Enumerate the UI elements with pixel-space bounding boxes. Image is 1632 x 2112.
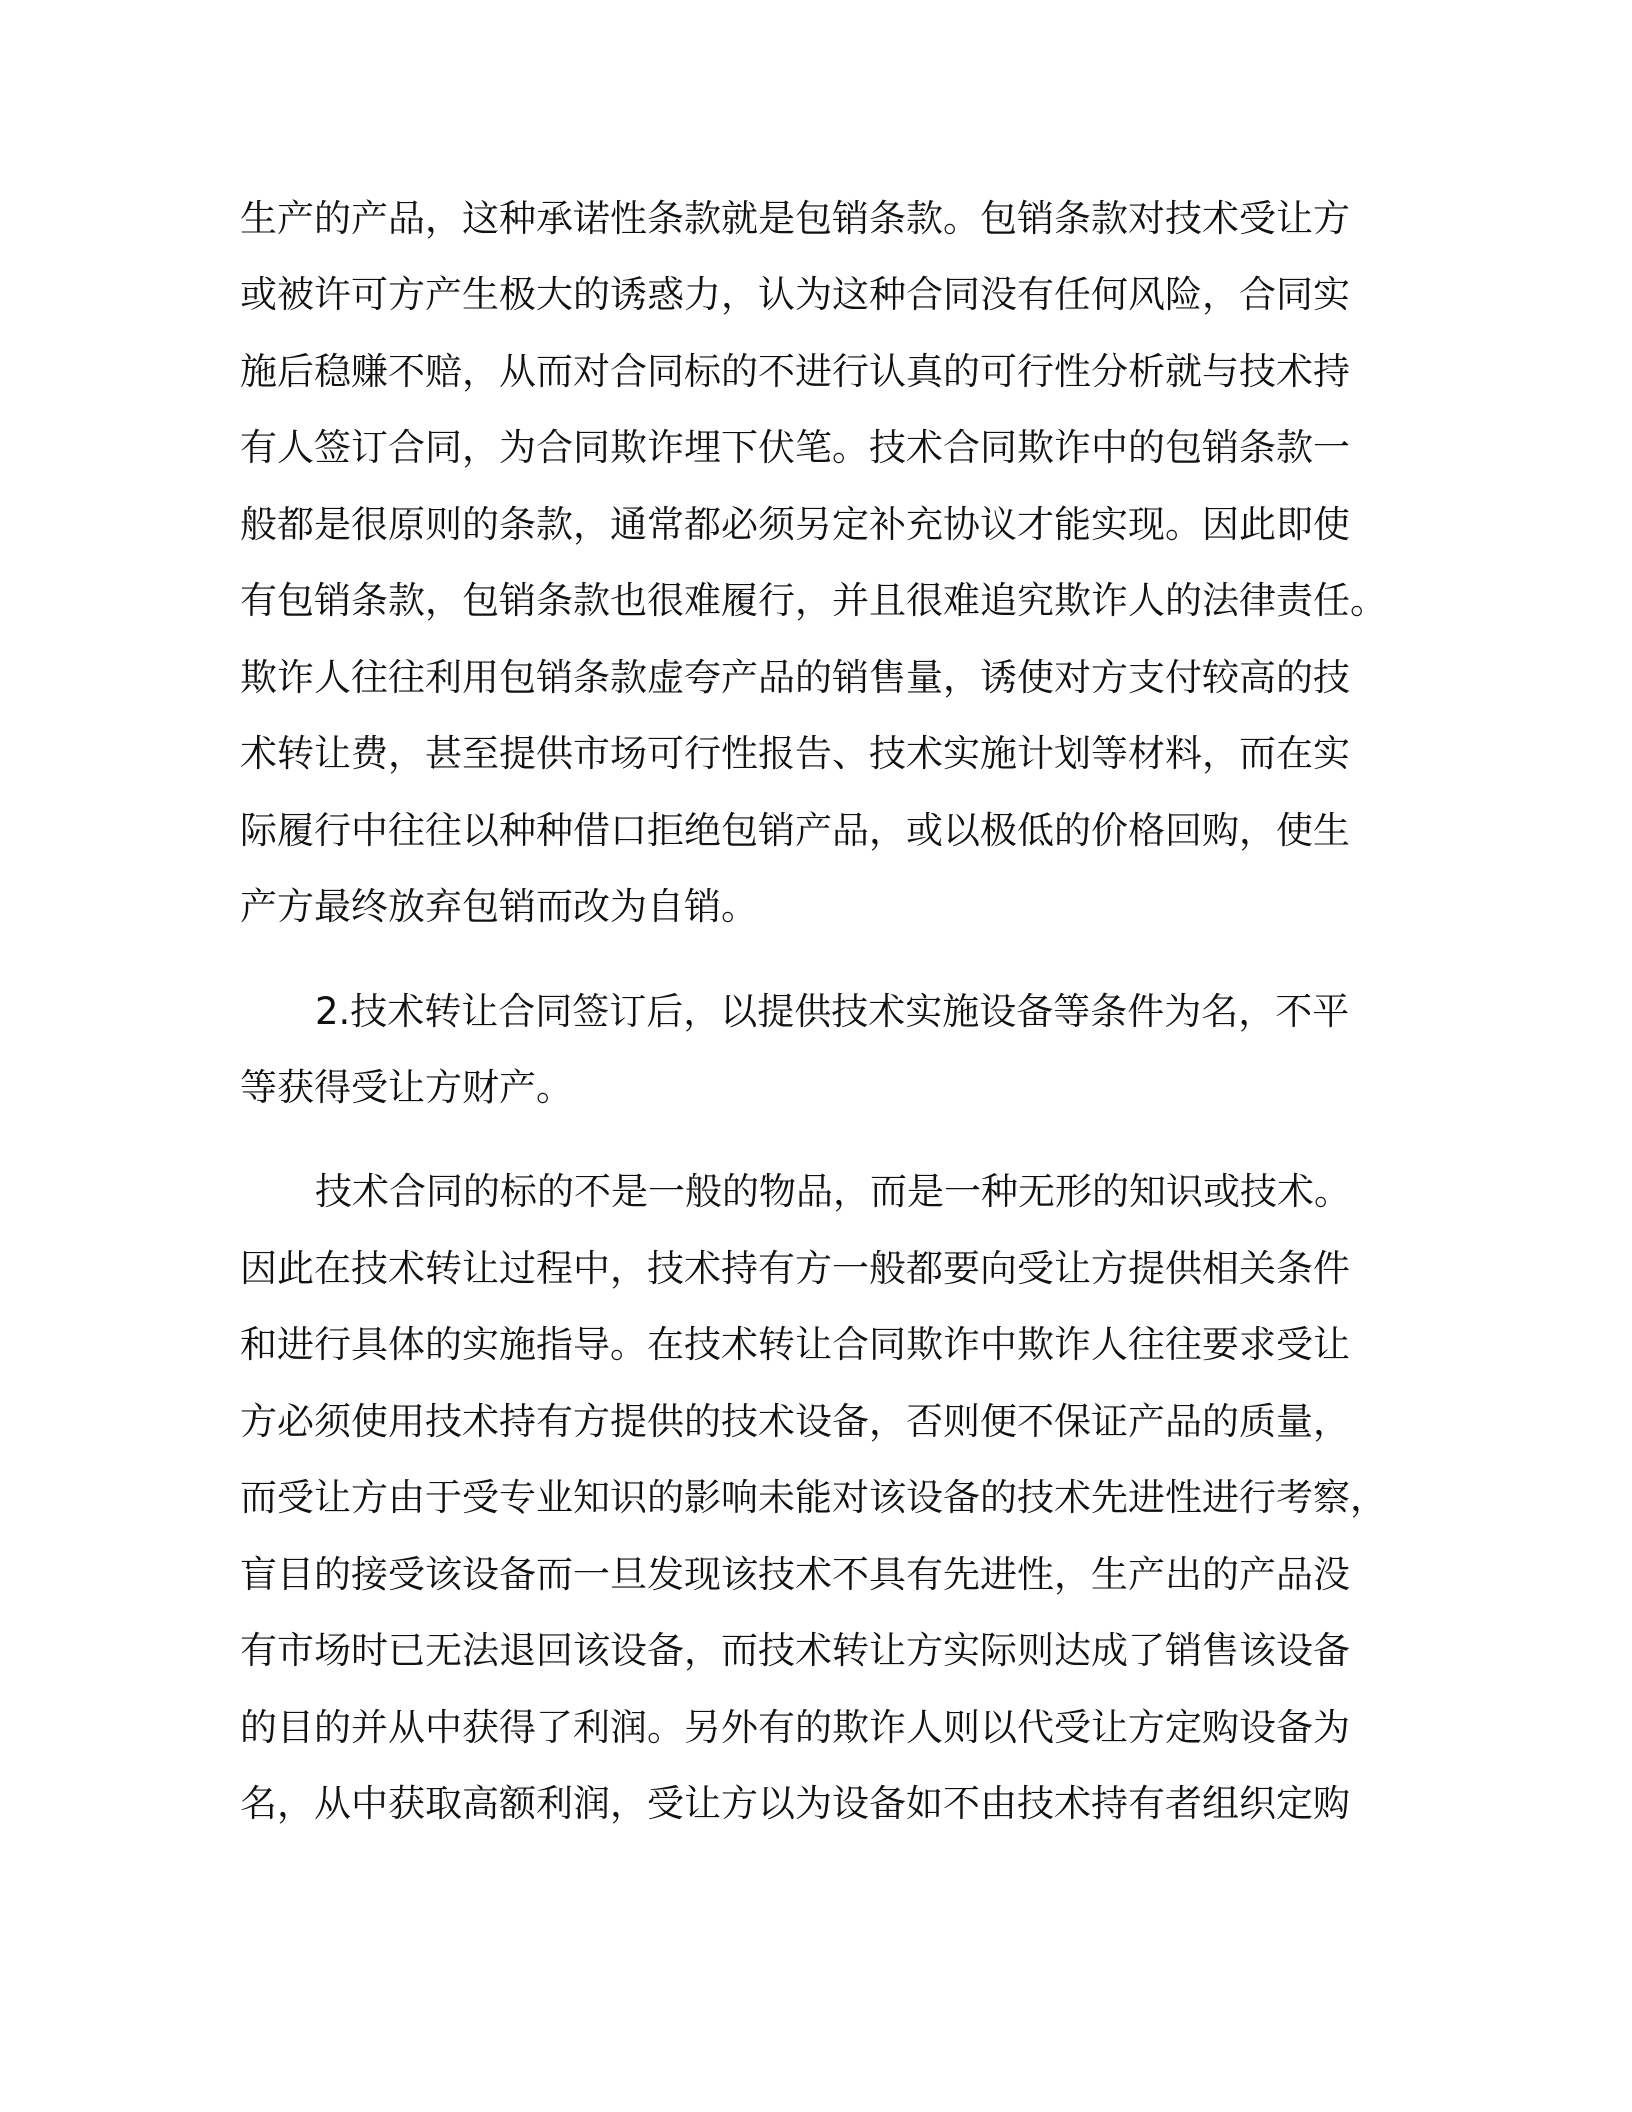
paragraph-1-line-9: 际履行中往往以种种借口拒绝包销产品，或以极低的价格回购，使生 [240,809,1350,852]
paragraph-3-line-1: 技术合同的标的不是一般的物品，而是一种无形的知识或技术。 [315,1170,1351,1213]
paragraph-1-line-2: 或被许可方产生极大的诱惑力，认为这种合同没有任何风险，合同实 [240,273,1350,316]
paragraph-3-line-5: 而受让方由于受专业知识的影响未能对该设备的技术先进性进行考察， [240,1476,1387,1519]
paragraph-2-line-1: 2.技术转让合同签订后，以提供技术实施设备等条件为名，不平 [315,990,1350,1033]
paragraph-3-line-7: 有市场时已无法退回该设备，而技术转让方实际则达成了销售该设备 [240,1629,1350,1672]
paragraph-1-line-8: 术转让费，甚至提供市场可行性报告、技术实施计划等材料，而在实 [240,732,1350,775]
paragraph-2-line-2: 等获得受让方财产。 [240,1066,573,1109]
paragraph-3-line-9: 名，从中获取高额利润，受让方以为设备如不由技术持有者组织定购 [240,1782,1350,1825]
paragraph-1-line-6: 有包销条款，包销条款也很难履行，并且很难追究欺诈人的法律责任。 [240,579,1387,622]
paragraph-1-line-3: 施后稳赚不赔，从而对合同标的不进行认真的可行性分析就与技术持 [240,350,1350,393]
paragraph-3-line-8: 的目的并从中获得了利润。另外有的欺诈人则以代受让方定购设备为 [240,1706,1350,1749]
paragraph-3-line-6: 盲目的接受该设备而一旦发现该技术不具有先进性，生产出的产品没 [240,1553,1350,1596]
paragraph-3-line-4: 方必须使用技术持有方提供的技术设备，否则便不保证产品的质量， [240,1400,1350,1443]
paragraph-3-line-3: 和进行具体的实施指导。在技术转让合同欺诈中欺诈人往往要求受让 [240,1323,1350,1366]
paragraph-1-line-4: 有人签订合同，为合同欺诈埋下伏笔。技术合同欺诈中的包销条款一 [240,426,1350,469]
paragraph-1-line-1: 生产的产品，这种承诺性条款就是包销条款。包销条款对技术受让方 [240,197,1350,240]
paragraph-1-line-10: 产方最终放弃包销而改为自销。 [240,885,758,928]
paragraph-1-line-7: 欺诈人往往利用包销条款虚夸产品的销售量，诱使对方支付较高的技 [240,656,1350,699]
paragraph-3-line-2: 因此在技术转让过程中，技术持有方一般都要向受让方提供相关条件 [240,1247,1350,1290]
paragraph-1-line-5: 般都是很原则的条款，通常都必须另定补充协议才能实现。因此即使 [240,503,1350,546]
